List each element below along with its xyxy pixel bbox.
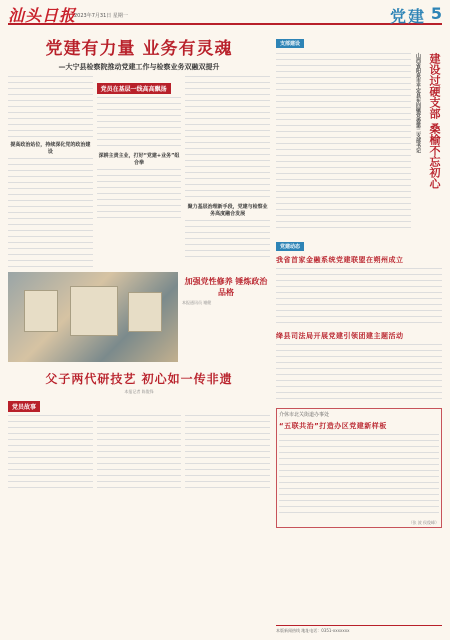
lead-col-1 [8, 76, 93, 268]
body-text-block [97, 415, 182, 489]
body-text-block [276, 53, 411, 233]
body-text-block [276, 268, 442, 328]
exhibition-photo [8, 272, 178, 362]
special-box [276, 408, 442, 528]
body-text-block [8, 76, 93, 138]
right-column [276, 30, 442, 528]
photo-caption-title: 加强党性修养 锤炼政治品格 [184, 277, 268, 297]
photo-panel [24, 290, 58, 332]
body-text-block [185, 415, 270, 489]
photo-panel [70, 286, 118, 336]
article2-byline: 本报记者 陈俊锋 [124, 389, 154, 394]
body-text-block [8, 415, 93, 489]
news-headline-1: 我省首家金融系统党建联盟在朔州成立 [276, 256, 404, 264]
section-tag-branch: 支部建设 [276, 39, 304, 48]
section-bar: 党员在基层一线高高飘扬 [97, 83, 171, 94]
lead-col-2 [97, 76, 182, 268]
article2-headline: 父子两代研技艺 初心如一传非遗 [45, 372, 233, 386]
lead-subhead-1: 提高政治站位，持续深化党的政治建设 [10, 142, 91, 155]
body-text-block [8, 158, 93, 268]
body-text-block [185, 220, 270, 260]
left-column [8, 30, 270, 489]
photo-credit: 本报通讯员 谢健 [182, 300, 212, 305]
masthead [8, 3, 442, 25]
lead-col-3 [185, 76, 270, 268]
feature-headline: 建设过硬支部 桑榆不忘初心 [428, 53, 441, 189]
photo-panel [128, 292, 162, 332]
feature-kicker: 山西省阳泉市平定县东回镇党委第二支部书记 [415, 53, 421, 153]
newspaper-logo: 汕头日报 [8, 6, 77, 25]
article2-body [8, 415, 270, 489]
body-text-block [279, 434, 439, 518]
footer-note: 本版新闻热线 地址电话：0351-xxxxxxx [276, 625, 442, 634]
body-text-block [97, 97, 182, 149]
news-headline-2: 绛县司法局开展党建引领团建主题活动 [276, 332, 404, 340]
section-name: 党建 [389, 7, 426, 26]
body-text-block [276, 344, 442, 404]
section-tag-news: 党建动态 [276, 242, 304, 251]
lead-body [8, 76, 270, 268]
page-number: 5 [430, 4, 442, 23]
lead-subhead-2: 深耕主责主业，打好“党建+业务”组合拳 [98, 153, 180, 166]
lead-subhead: —大宁县检察院推动党建工作与检察业务双融双提升 [58, 63, 220, 71]
box-kicker: 介休市北关街道办事处 [279, 412, 330, 418]
lead-subhead-3: 聚力基层治理新手段，党建与检察业务高度融合发展 [187, 204, 268, 217]
box-headline: “五联共治”打造办区党建新样板 [279, 422, 387, 430]
issue-date: 2023年7月31日 星期一 [74, 13, 128, 19]
branch-feature [276, 53, 442, 233]
body-text-block [97, 169, 182, 221]
box-credit: （张 波 侯俊峰） [408, 520, 439, 525]
lead-headline: 党建有力量 业务有灵魂 [45, 39, 233, 59]
article2-section-bar: 党员故事 [8, 401, 40, 412]
body-text-block [185, 76, 270, 200]
photo-caption-box [182, 272, 270, 362]
lead-photo-row [8, 272, 270, 362]
